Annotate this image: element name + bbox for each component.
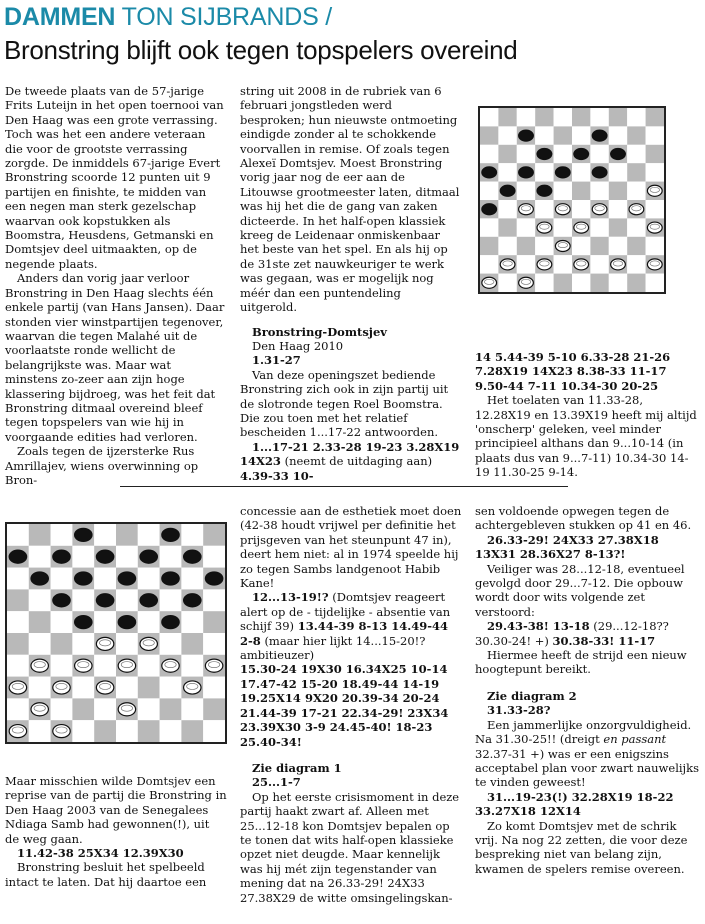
white-piece [519, 204, 534, 215]
column-3-bottom [475, 504, 699, 876]
dark-square [554, 274, 572, 292]
light-square [203, 677, 225, 699]
dark-square [203, 611, 225, 633]
light-square [535, 237, 553, 255]
light-square [590, 182, 608, 200]
paragraph: Hiermee heeft de strijd een nieuw hoogtepunt bereikt. [475, 648, 687, 677]
light-square [646, 274, 664, 292]
black-piece [184, 594, 201, 607]
paragraph: concessie aan de esthetiek moet doen (42-38 houdt vrijwel per definitie het prijsgeven van het steunpunt 47 in), deert hem niet: al in 1974 speelde hij zo tegen Sambs landgenoot Habib Kane! [240, 504, 462, 591]
move-line: 1...17-21 2.33-28 19-23 3.28X19 14X23 (neemt de uitdaging aan) 4.39-33 10- [240, 439, 460, 483]
white-piece [555, 204, 570, 215]
dark-square [609, 218, 627, 236]
move-line: 12...13-19!? (Domtsjev reageert alert op de - tijdelijke - absentie van schijf 39) 13.44-39 8-13 14.49-44 2-8 (maar hier lijkt 14...15-20!? ambitieuzer) [240, 590, 451, 663]
light-square [51, 568, 73, 590]
dark-square [480, 237, 498, 255]
light-square [94, 698, 116, 720]
light-square [160, 633, 182, 655]
white-piece [96, 637, 113, 650]
light-square [7, 698, 29, 720]
light-square [627, 255, 645, 273]
black-piece [162, 616, 179, 629]
light-square [94, 611, 116, 633]
dark-square [160, 698, 182, 720]
game-place: Den Haag 2010 [252, 338, 344, 353]
white-piece [555, 240, 570, 251]
black-piece [537, 148, 552, 159]
light-square [646, 163, 664, 181]
white-piece [647, 185, 662, 196]
light-square [572, 200, 590, 218]
black-piece [75, 616, 92, 629]
light-square [517, 108, 535, 126]
light-square [29, 546, 51, 568]
white-piece [574, 259, 589, 270]
white-piece [9, 725, 26, 738]
light-square [480, 182, 498, 200]
black-piece [519, 167, 534, 178]
column-2-top [240, 84, 460, 483]
dark-square [646, 108, 664, 126]
light-square [7, 524, 29, 546]
light-square [517, 182, 535, 200]
move-line: 1.31-27 [252, 353, 301, 368]
light-square [138, 568, 160, 590]
light-square [535, 274, 553, 292]
column-1-bottom [5, 774, 227, 889]
dark-square [498, 108, 516, 126]
light-square [517, 145, 535, 163]
white-piece [31, 703, 48, 716]
white-piece [75, 659, 92, 672]
light-square [517, 218, 535, 236]
white-piece [592, 204, 607, 215]
light-square [29, 633, 51, 655]
light-square [7, 611, 29, 633]
draughts-diagram-top [478, 106, 666, 294]
paragraph: Veiliger was 28...12-18, eventueel gevolgd door 29...7-12. Die opbouw wordt door wits volgende zet verstoord: [475, 561, 685, 619]
light-square [72, 677, 94, 699]
black-piece [96, 594, 113, 607]
dark-square [7, 589, 29, 611]
light-square [203, 633, 225, 655]
move-line: 31.33-28? [487, 703, 551, 718]
black-piece [53, 594, 70, 607]
white-piece [162, 659, 179, 672]
paragraph: sen voldoende opwegen tegen de achtergebleven stukken op 41 en 46. [475, 504, 692, 533]
light-square [160, 720, 182, 742]
dark-square [572, 108, 590, 126]
light-square [609, 126, 627, 144]
light-square [627, 145, 645, 163]
black-piece [611, 148, 626, 159]
light-square [590, 145, 608, 163]
light-square [572, 163, 590, 181]
light-square [94, 524, 116, 546]
paragraph: string uit 2008 in de rubriek van 6 februari jongstleden werd besproken; hun nieuwste ontmoeting eindigde zonder al te schokkende voorvallen in remise. Of zoals tegen Alexeï Domtsjev. Moest Bronstring vorig jaar nog de eer aan de Litouwse grootmeester laten, ditmaal was hij het die de gang van zaken dicteerde. In het half-open klassiek kreeg de Leidenaar onmiskenbaar het beste van het spel. En als hij op de 31ste zet nauwkeuriger te werk was gegaan, was er mogelijk nog méér dan een puntendeling uitgerold. [240, 84, 460, 315]
paragraph: Het toelaten van 11.33-28, 12.28X19 en 13.39X19 heeft mij altijd 'onscherp' geleken, veel minder principieel althans dan 9...10-14 (in plaats dus van 9...7-11) 10.34-30 14-19 11.30-25 9-14. [475, 393, 697, 480]
black-piece [9, 550, 26, 563]
light-square [554, 108, 572, 126]
dark-square [498, 145, 516, 163]
white-piece [53, 681, 70, 694]
paragraph: Zoals tegen de ijzersterke Rus Amrillajev, wiens overwinning op Bron- [5, 444, 199, 487]
paragraph: Op het eerste crisismoment in deze partij haakt zwart af. Alleen met 25...12-18 kon Domtsjev bepalen op te tonen dat wits half-open klassieke opzet niet deugde. Maar kennelijk was hij mét zijn tegenstander van mening dat na 26.33-29! 24X33 27.38X29 de witte omsingelingskan- [240, 789, 460, 905]
white-piece [31, 659, 48, 672]
column-1-top [5, 84, 225, 487]
dark-square [29, 611, 51, 633]
dark-square [498, 218, 516, 236]
dark-square [138, 677, 160, 699]
light-square [51, 655, 73, 677]
black-piece [140, 550, 157, 563]
light-square [116, 546, 138, 568]
black-piece [31, 572, 48, 585]
white-piece [9, 681, 26, 694]
light-square [498, 237, 516, 255]
light-square [94, 655, 116, 677]
black-piece [574, 148, 589, 159]
dark-square [94, 720, 116, 742]
dark-square [517, 237, 535, 255]
section-kicker: DAMMEN [4, 3, 116, 31]
light-square [646, 126, 664, 144]
white-piece [537, 222, 552, 233]
white-piece [574, 222, 589, 233]
light-square [160, 546, 182, 568]
draughts-board [480, 108, 664, 292]
column-2-bottom [240, 504, 462, 905]
light-square [498, 200, 516, 218]
author-name: TON SIJBRANDS / [121, 3, 333, 31]
light-square [138, 655, 160, 677]
dark-square [572, 182, 590, 200]
draughts-board [7, 524, 225, 742]
light-square [480, 255, 498, 273]
black-piece [205, 572, 222, 585]
light-square [203, 720, 225, 742]
white-piece [118, 703, 135, 716]
black-piece [482, 204, 497, 215]
move-line: 14 5.44-39 5-10 6.33-28 21-26 7.28X19 14X23 8.38-33 11-17 9.50-44 7-11 10.34-30 20-25 [475, 350, 671, 393]
paragraph: Anders dan vorig jaar verloor Bronstring in Den Haag slechts één enkele partij (van Hans Jansen). Daar stonden vier winstpartijen tegenover, waarvan die tegen Malahé uit de voorlaatste ronde wellicht de belangrijkste was. Maar wat minstens zo-zeer aan zijn hoge klassering bijdroeg, was het feit dat Bronstring ditmaal overeind bleef tegen topspelers van wie hij in voorgaande edities had verloren. [5, 271, 225, 444]
light-square [535, 200, 553, 218]
dark-square [627, 126, 645, 144]
move-line: 11.42-38 25X34 12.39X30 [17, 846, 184, 861]
black-piece [592, 130, 607, 141]
white-piece [519, 277, 534, 288]
black-piece [482, 167, 497, 178]
dark-square [29, 524, 51, 546]
black-piece [555, 167, 570, 178]
light-square [138, 524, 160, 546]
dark-square [138, 720, 160, 742]
light-square [181, 568, 203, 590]
dark-square [627, 163, 645, 181]
light-square [51, 698, 73, 720]
paragraph: Van deze openingszet bediende Bronstring zich ook in zijn partij uit de slotronde tegen Roel Boomstra. Die zou toen met het relatief bescheiden 1...17-22 antwoorden. [240, 367, 449, 440]
light-square [627, 182, 645, 200]
light-square [29, 677, 51, 699]
light-square [72, 546, 94, 568]
dark-square [116, 524, 138, 546]
white-piece [205, 659, 222, 672]
light-square [203, 589, 225, 611]
light-square [181, 698, 203, 720]
light-square [94, 568, 116, 590]
light-square [160, 677, 182, 699]
light-square [609, 237, 627, 255]
diagram-reference: Zie diagram 2 [487, 688, 577, 703]
light-square [480, 218, 498, 236]
dark-square [480, 126, 498, 144]
paragraph: Maar misschien wilde Domtsjev een reprise van de partij die Bronstring in Den Haag 2003 van de Senegalees Ndiaga Samb had gewonnen(!), uit de weg gaan. [5, 774, 227, 846]
light-square [590, 255, 608, 273]
dark-square [646, 145, 664, 163]
move-line: 29.43-38! 13-18 (29...12-18?? 30.30-24! +) 30.38-33! 11-17 [475, 619, 669, 648]
light-square [554, 255, 572, 273]
light-square [627, 218, 645, 236]
game-title: Bronstring-Domtsjev [252, 324, 387, 339]
dark-square [51, 633, 73, 655]
dark-square [72, 698, 94, 720]
black-piece [53, 550, 70, 563]
dark-square [535, 108, 553, 126]
light-square [646, 237, 664, 255]
light-square [609, 274, 627, 292]
white-piece [482, 277, 497, 288]
light-square [646, 200, 664, 218]
white-piece [647, 259, 662, 270]
light-square [554, 218, 572, 236]
light-square [29, 720, 51, 742]
draughts-diagram-bottom [5, 522, 227, 744]
dark-square [7, 633, 29, 655]
light-square [554, 182, 572, 200]
dark-square [609, 182, 627, 200]
diagram-reference: Zie diagram 1 [252, 760, 342, 775]
light-square [51, 524, 73, 546]
black-piece [500, 185, 515, 196]
move-line: 31...19-23(!) 32.28X19 18-22 33.27X18 12X14 [475, 789, 674, 819]
light-square [535, 163, 553, 181]
light-square [116, 720, 138, 742]
move-line: 25...1-7 [252, 775, 301, 790]
light-square [480, 145, 498, 163]
black-piece [96, 550, 113, 563]
dark-square [627, 274, 645, 292]
light-square [51, 611, 73, 633]
dark-square [181, 633, 203, 655]
dark-square [554, 126, 572, 144]
light-square [498, 274, 516, 292]
light-square [181, 524, 203, 546]
white-piece [140, 637, 157, 650]
black-piece [162, 572, 179, 585]
light-square [480, 108, 498, 126]
black-piece [140, 594, 157, 607]
light-square [609, 163, 627, 181]
light-square [7, 655, 29, 677]
light-square [7, 568, 29, 590]
light-square [609, 200, 627, 218]
black-piece [75, 528, 92, 541]
black-piece [537, 185, 552, 196]
light-square [572, 274, 590, 292]
black-piece [592, 167, 607, 178]
light-square [498, 163, 516, 181]
dark-square [609, 108, 627, 126]
light-square [590, 108, 608, 126]
black-piece [118, 616, 135, 629]
light-square [181, 655, 203, 677]
black-piece [162, 528, 179, 541]
light-square [160, 589, 182, 611]
paragraph: De tweede plaats van de 57-jarige Frits Luteijn in het open toernooi van Den Haag was een grote verrassing. Toch was het een andere veteraan die voor de grootste verrassing zorgde. De inmiddels 67-jarige Evert Bronstring scoorde 12 punten uit 9 partijen en finishte, te midden van een negen man sterk gezelschap waarvan ook kopstukken als Boomstra, Heusdens, Getmanski en Domtsjev deel uitmaakten, op de negende plaats. [5, 84, 224, 271]
white-piece [611, 259, 626, 270]
light-square [116, 677, 138, 699]
dark-square [590, 237, 608, 255]
white-piece [537, 259, 552, 270]
dark-square [590, 274, 608, 292]
light-square [572, 237, 590, 255]
light-square [535, 126, 553, 144]
light-square [627, 108, 645, 126]
light-square [554, 145, 572, 163]
light-square [72, 589, 94, 611]
dark-square [203, 524, 225, 546]
section-header [4, 2, 332, 32]
paragraph: Zo komt Domtsjev met de schrik vrij. Na nog 22 zetten, die voor deze bespreking niet van belang zijn, kwamen de spelers remise overeen. [475, 818, 688, 876]
column-3-top [475, 350, 697, 480]
white-piece [500, 259, 515, 270]
paragraph: Een jammerlijke onzorgvuldigheid. Na 31.30-25!! (dreigt en passant 32.37-31 +) was er een enigszins acceptabel plan voor zwart nauwelijks te vinden geweest! [475, 717, 699, 790]
light-square [517, 255, 535, 273]
white-piece [96, 681, 113, 694]
dark-square [203, 698, 225, 720]
light-square [116, 589, 138, 611]
light-square [72, 633, 94, 655]
black-piece [75, 572, 92, 585]
white-piece [118, 659, 135, 672]
black-piece [184, 550, 201, 563]
black-piece [519, 130, 534, 141]
light-square [138, 698, 160, 720]
dark-square [627, 237, 645, 255]
light-square [181, 611, 203, 633]
divider [120, 486, 568, 487]
move-line: 15.30-24 19X30 16.34X25 10-14 17.47-42 15-20 18.49-44 14-19 19.25X14 9X20 20.39-34 20-24 21.44-39 17-21 22.34-29! 23X34 23.39X30 3-9 24.45-40! 18-23 25.40-34! [240, 662, 449, 749]
paragraph: Bronstring besluit het spelbeeld intact te laten. Dat hij daartoe een [5, 860, 207, 889]
move-line: 26.33-29! 24X33 27.38X18 13X31 28.36X27 8-13?! [475, 532, 659, 562]
white-piece [629, 204, 644, 215]
white-piece [647, 222, 662, 233]
light-square [116, 633, 138, 655]
light-square [590, 218, 608, 236]
white-piece [184, 681, 201, 694]
light-square [138, 611, 160, 633]
black-piece [118, 572, 135, 585]
white-piece [53, 725, 70, 738]
light-square [572, 126, 590, 144]
light-square [203, 546, 225, 568]
light-square [72, 720, 94, 742]
light-square [498, 126, 516, 144]
light-square [29, 589, 51, 611]
dark-square [181, 720, 203, 742]
headline: Bronstring blijft ook tegen topspelers overeind [4, 35, 518, 65]
